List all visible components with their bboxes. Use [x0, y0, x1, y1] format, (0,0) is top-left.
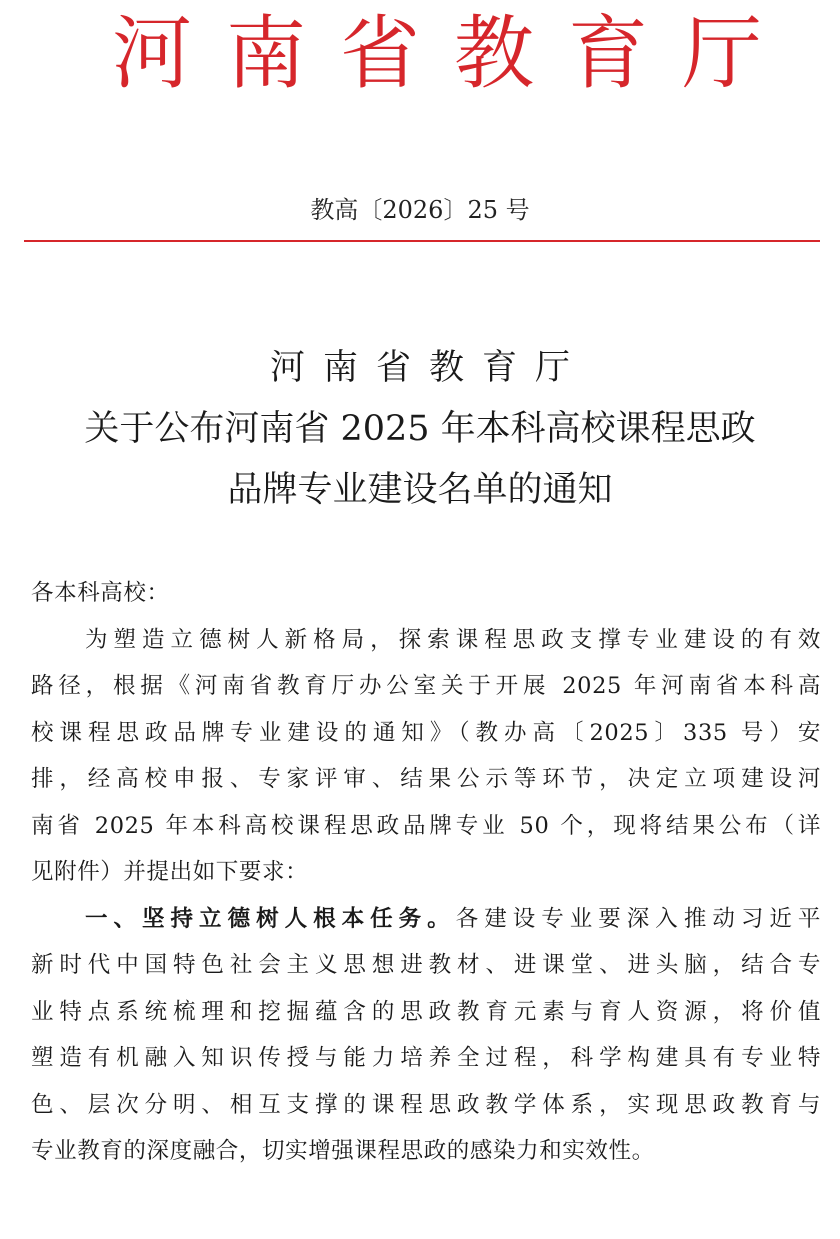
section-1-first-line-text: 各建设专业要深入推动习近平	[455, 905, 821, 932]
paragraph-line: 专业教育的深度融合，切实增强课程思政的感染力和实效性。	[31, 1138, 655, 1164]
title-line-issuer: 河南省教育厅	[269, 348, 588, 388]
salutation: 各本科高校：	[31, 580, 170, 606]
paragraph-line: 色、层次分明、相互支撑的课程思政教学体系，实现思政教育与	[31, 1091, 821, 1118]
title-line-subject: 关于公布河南省 2025 年本科高校课程思政	[84, 409, 756, 449]
paragraph-line: 业特点系统梳理和挖掘蕴含的思政教育元素与育人资源，将价值	[31, 998, 821, 1025]
section-1-heading: 一、坚持立德树人根本任务。	[85, 905, 456, 932]
paragraph-line: 塑造有机融入知识传授与能力培养全过程，科学构建具有专业特	[31, 1045, 821, 1071]
paragraph-line: 校课程思政品牌专业建设的通知》（教办高〔2025〕335 号）安	[31, 719, 821, 746]
section-1-first-line	[31, 896, 821, 943]
paragraph-line: 见附件）并提出如下要求：	[31, 859, 309, 885]
paragraph-line: 为塑造立德树人新格局，探索课程思政支撑专业建设的有效	[85, 626, 821, 653]
document-number: 教高〔2026〕25 号	[310, 196, 530, 224]
paragraph-line: 路径，根据《河南省教育厅办公室关于开展 2025 年河南省本科高	[31, 673, 821, 699]
paragraph-line: 南省 2025 年本科高校课程思政品牌专业 50 个，现将结果公布（详	[31, 812, 821, 839]
paragraph-line: 新时代中国特色社会主义思想进教材、进课堂、进头脑，结合专	[31, 952, 821, 978]
notice-body	[31, 570, 821, 1175]
masthead-title: 河南省教育厅	[112, 7, 796, 100]
paragraph-line: 排，经高校申报、专家评审、结果公示等环节，决定立项建设河	[31, 766, 821, 792]
notice-title	[0, 338, 840, 521]
red-divider	[24, 240, 820, 242]
title-line-subject-end: 品牌专业建设名单的通知	[227, 470, 613, 510]
